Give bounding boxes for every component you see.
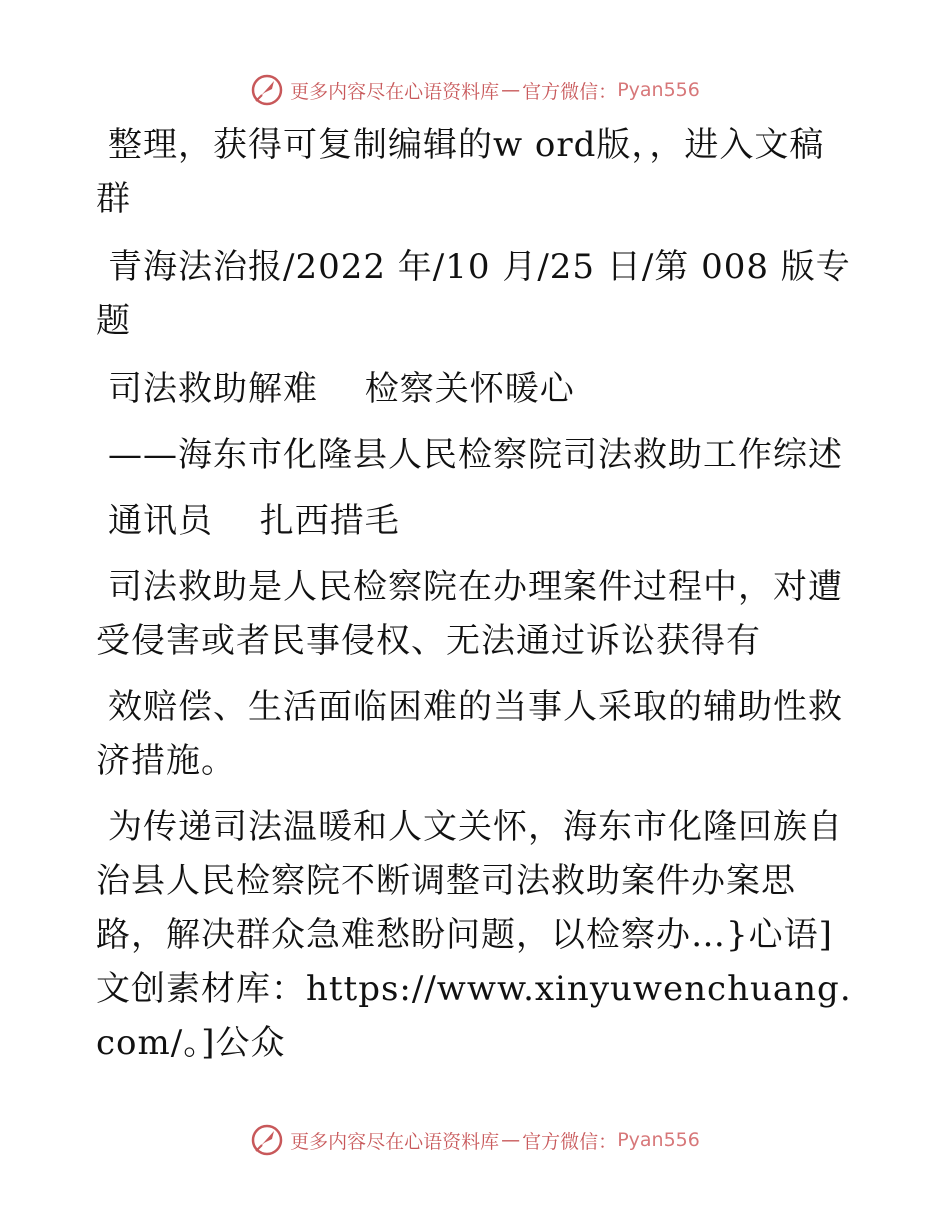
watermark-text: 更多内容尽在心语资料库 xyxy=(290,80,500,103)
watermark-wechat-id: Pyan556 xyxy=(617,79,700,101)
watermark-dash: — xyxy=(501,79,521,101)
paragraph-intro: 整理，获得可复制编辑的w ord版，，进入文稿群 xyxy=(96,125,825,219)
article-subtitle: ——海东市化隆县人民检察院司法救助工作综述 xyxy=(108,435,843,475)
paragraph-source: 青海法治报/2022 年/10 月/25 日/第 008 版专题 xyxy=(96,247,851,341)
feather-logo-icon xyxy=(250,1123,284,1157)
watermark-header xyxy=(0,72,950,108)
paragraph-body-1: 司法救助是人民检察院在办理案件过程中，对遭受侵害或者民事侵权、无法通过诉讼获得有 xyxy=(96,567,843,661)
watermark-dash: — xyxy=(501,1129,521,1151)
paragraph-body-2: 效赔偿、生活面临困难的当事人采取的辅助性救济措施。 xyxy=(96,687,843,781)
article-title: 司法救助解难 检察关怀暖心 xyxy=(108,369,575,409)
watermark-footer xyxy=(0,1122,950,1158)
watermark-wechat-id: Pyan556 xyxy=(617,1129,700,1151)
article-byline: 通讯员 扎西措毛 xyxy=(108,501,400,541)
paragraph-body-3: 为传递司法温暖和人文关怀，海东市化隆回族自治县人民检察院不断调整司法救助案件办案思路，解决群众急难愁盼问题，以检察办…}心语]文创素材库：https://www.xinyuwenchuang.com/。]公众 xyxy=(96,807,852,1063)
watermark-text: 更多内容尽在心语资料库 xyxy=(290,1130,500,1153)
document-body xyxy=(96,118,856,1070)
watermark-label: 官方微信： xyxy=(522,80,618,103)
watermark-label: 官方微信： xyxy=(522,1130,618,1153)
feather-logo-icon xyxy=(250,73,284,107)
